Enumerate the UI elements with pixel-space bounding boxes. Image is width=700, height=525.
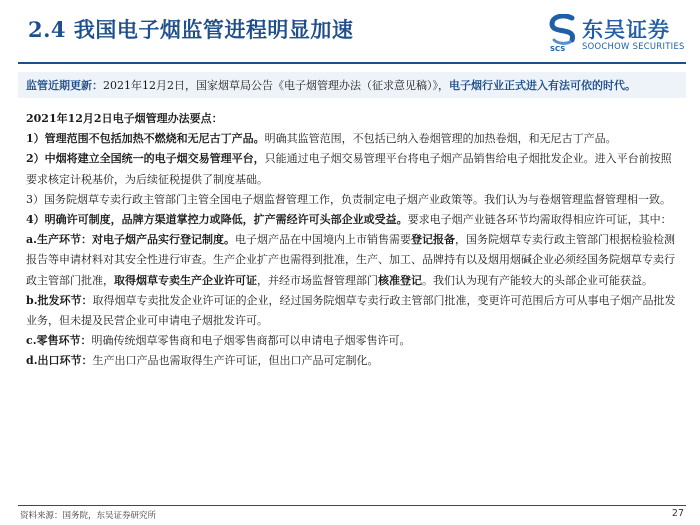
point-b-text: 取得烟草专卖批发企业许可证的企业，经过国务院烟草专卖行政主管部门批准，变更许可范围后方可从事电子烟产品批发业务，但未提及民营企业可申请电子烟批发许可。 — [26, 293, 676, 328]
page-number: 27 — [671, 508, 684, 519]
point-a-text-4: 。我们认为现有产能较大的头部企业可能获益。 — [422, 273, 653, 287]
point-d-label: d.出口环节： — [26, 354, 93, 368]
summary-text-b: 电子烟行业正式进入有法可依的时代。 — [449, 79, 636, 92]
source-note: 资料来源：国务院，东吴证券研究所 — [20, 511, 157, 521]
point-a-text-2: ，国务院烟草专卖行政主管部门根据检验检测报告等申请材料对其安全性进行审查。生产企业扩产也需得到批准，生产、加工、品牌持有以及烟用烟碱企业必须经国务院烟草专卖行政主管部门批准， — [26, 233, 675, 287]
point-a-label: a.生产环节： — [26, 233, 92, 247]
point-2-text: 只能通过电子烟交易管理平台将电子烟产品销售给电子烟批发企业。进入平台前按照要求核定计税基价，为后续征税提供了制度基础。 — [26, 152, 672, 186]
point-b-label: b.批发环节： — [26, 293, 93, 307]
point-c-text: 明确传统烟草零售商和电子烟零售商都可以申请电子烟零售许可。 — [91, 334, 411, 348]
point-d — [26, 351, 676, 371]
point-2-bold: 2）中烟将建立全国统一的电子烟交易管理平台， — [26, 152, 265, 166]
summary-label: 监管近期更新： — [26, 79, 103, 92]
point-3: 3）国务院烟草专卖行政主管部门主管全国电子烟监督管理工作，负责制定电子烟产业政策等。我们认为与卷烟管理监督管理相一致。 — [26, 192, 671, 206]
main-content — [26, 109, 676, 372]
point-c-label: c.零售环节： — [26, 334, 92, 348]
point-4-text: 要求电子烟产业链各环节均需取得相应许可证，其中： — [407, 213, 672, 227]
company-logo — [548, 14, 693, 56]
point-a-bold-3: 取得烟草专卖生产企业许可证 — [114, 273, 257, 287]
point-4 — [26, 210, 676, 230]
summary-text-a: 2021年12月2日，国家烟草局公告《电子烟管理办法（征求意见稿）》， — [103, 79, 449, 92]
logo-scs-text: SCS — [550, 45, 566, 53]
point-1-bold: 1）管理范围不包括加热不燃烧和无尼古丁产品。 — [26, 132, 265, 146]
logo-mark-icon — [548, 14, 578, 46]
header-divider — [18, 62, 686, 64]
point-a-text-1: 电子烟产品在中国境内上市销售需要 — [234, 233, 411, 247]
logo-english-name: SOOCHOW SECURITIES — [582, 41, 685, 51]
point-a-bold-4: 核准登记 — [378, 273, 422, 287]
point-b — [26, 291, 676, 331]
page-header — [0, 0, 700, 62]
point-a — [26, 230, 676, 291]
point-a-bold-1: 对电子烟产品实行登记制度。 — [91, 233, 235, 247]
point-a-bold-2: 登记报备 — [410, 233, 455, 247]
page-title: 2.4 我国电子烟监管进程明显加速 — [28, 17, 354, 42]
logo-chinese-name: 东吴证券 — [582, 18, 670, 42]
point-1-text: 明确其监管范围，不包括已纳入卷烟管理的加热卷烟，和无尼古丁产品。 — [264, 132, 617, 146]
point-4-bold: 4）明确许可制度，品牌方渠道掌控力或降低，扩产需经许可头部企业或受益。 — [26, 213, 408, 227]
summary-box — [18, 72, 686, 98]
intro-heading: 2021年12月2日电子烟管理办法要点： — [26, 112, 223, 125]
point-2 — [26, 149, 676, 189]
point-c — [26, 331, 676, 351]
point-a-text-3: ，并经市场监督管理部门 — [257, 273, 378, 287]
point-1 — [26, 129, 676, 149]
footer-divider — [18, 505, 686, 506]
point-d-text: 生产出口产品也需取得生产许可证，但出口产品可定制化。 — [92, 354, 379, 368]
